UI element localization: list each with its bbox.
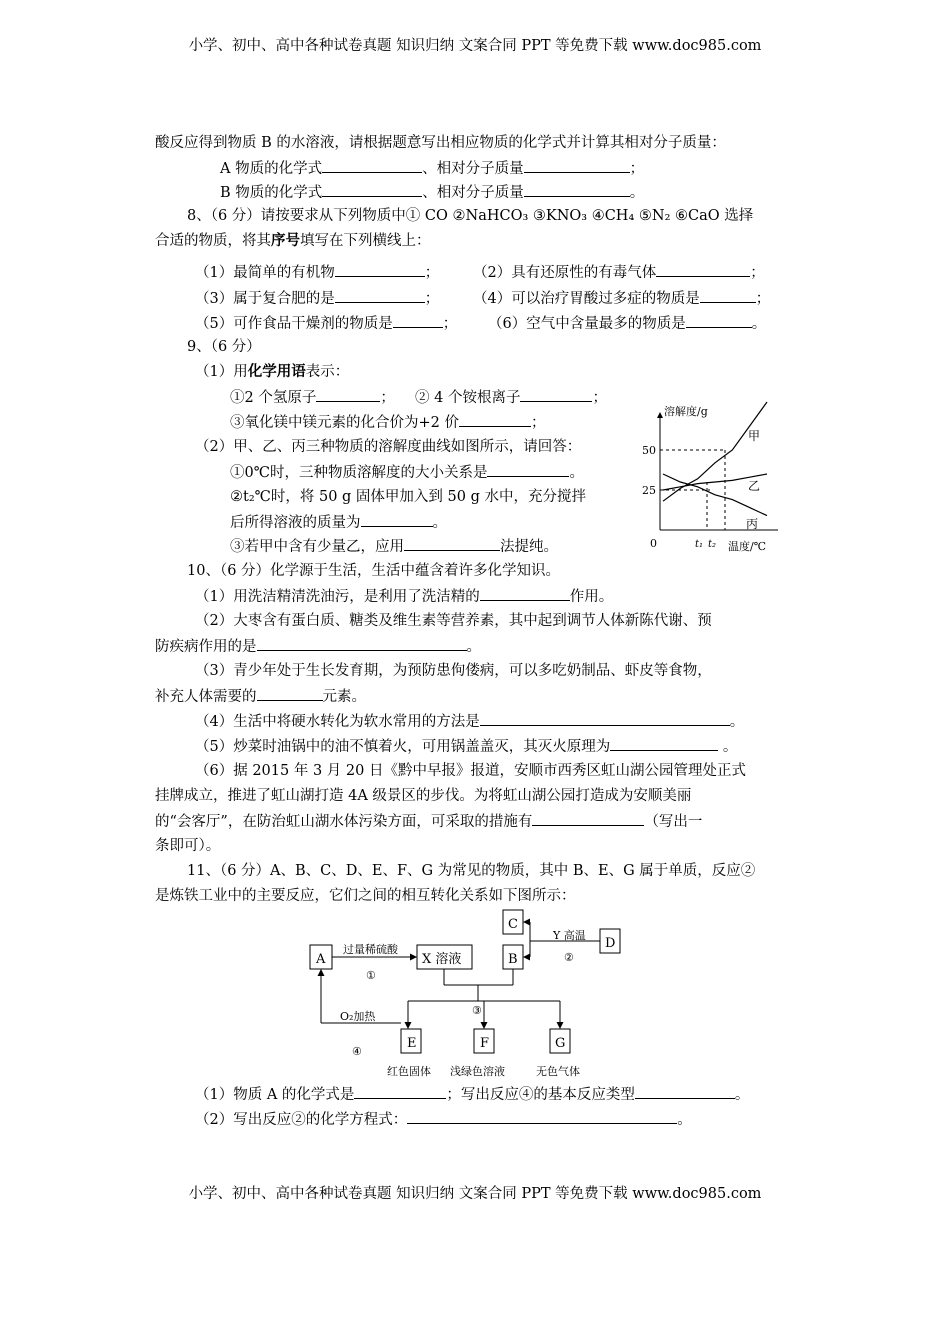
punct: ； <box>592 390 607 406</box>
f-desc: 浅绿色溶液 <box>450 1065 505 1078</box>
label-B: B <box>508 952 518 967</box>
q8-line1: 8、（6 分）请按要求从下列物质中① CO ②NaHCO₃ ③KNO₃ ④CH₄ ⑤N₂ ⑥CaO 选择 <box>187 208 754 224</box>
q10-i1a: （1）用洗洁精清洗油污，是利用了洗洁精的 <box>195 589 480 605</box>
punct: ； <box>380 390 395 406</box>
q10-i1b: 作用。 <box>569 589 614 605</box>
r4-label: O₂加热 <box>340 1010 376 1023</box>
r4-num: ④ <box>352 1045 362 1058</box>
q10-blank3[interactable] <box>257 686 323 701</box>
q10-i3a: （3）青少年处于生长发育期，为预防患佝偻病，可以多吃奶制品、虾皮等食物， <box>195 663 712 679</box>
q8-row2b <box>473 288 770 309</box>
q10-i6c: 的“会客厅”，在防治虹山湖水体污染方面，可采取的措施有 <box>155 814 533 830</box>
q7-b-mass-blank[interactable] <box>524 182 630 197</box>
q9-blank-purify[interactable] <box>404 536 500 551</box>
q8-blank1[interactable] <box>335 262 425 277</box>
q9-title: 9、（6 分） <box>187 339 261 355</box>
e-desc: 红色固体 <box>387 1065 431 1078</box>
q11-line1: 11、（6 分）A、B、C、D、E、F、G 为常见的物质，其中 B、E、G 属于单质，反应② <box>187 863 756 879</box>
q10-i5-label: （5）炒菜时油锅中的油不慎着火，可用锅盖盖灭，其灭火原理为 <box>195 739 611 755</box>
q8-item5: （5）可作食品干燥剂的物质是 <box>195 316 393 332</box>
x-tick-label: t₂ <box>708 539 717 550</box>
page-header: 小学、初中、高中各种试卷真题 知识归纳 文案合同 PPT 等免费下载 www.doc985.com <box>188 38 762 54</box>
q8-item1: （1）最简单的有机物 <box>195 265 335 281</box>
punct: 。 <box>729 714 745 730</box>
punct: 。 <box>569 465 584 481</box>
q9-p1-a: （1）用 <box>195 364 248 380</box>
q7-line1: 酸反应得到物质 B 的水溶液，请根据题意写出相应物质的化学式并计算其相对分子质量： <box>155 135 726 151</box>
q8-row1 <box>195 262 439 283</box>
punct: ； <box>424 265 440 281</box>
q10-blank5[interactable] <box>610 736 718 751</box>
q8-row3 <box>195 313 457 334</box>
q7-a-formula-label: A 物质的化学式 <box>220 161 323 177</box>
solubility-chart <box>620 395 790 555</box>
punct: ； <box>629 161 645 177</box>
label-A: A <box>316 952 326 967</box>
q9-blank-h[interactable] <box>316 387 380 402</box>
label-D: D <box>605 936 616 951</box>
punct: 。 <box>722 739 738 755</box>
q8-blank6[interactable] <box>686 313 752 328</box>
q8-row2 <box>195 288 439 309</box>
q10-title: 10、（6 分）化学源于生活，生活中蕴含着许多化学知识。 <box>187 563 561 579</box>
r3-num: ③ <box>472 1004 482 1017</box>
r2-num: ② <box>564 951 574 964</box>
label-F: F <box>480 1036 490 1051</box>
q7-a-mass-blank[interactable] <box>524 158 630 173</box>
q7-b-formula-blank[interactable] <box>322 182 422 197</box>
q7-b-formula-label: B 物质的化学式 <box>220 185 323 201</box>
q10-i5 <box>195 736 737 757</box>
q10-i6e: 条即可）。 <box>155 838 221 854</box>
q7-a-line <box>220 158 644 179</box>
q8-blank4[interactable] <box>700 288 756 303</box>
series-label: 乙 <box>748 479 761 493</box>
q10-i3c: 元素。 <box>322 689 366 705</box>
punct: ； <box>755 291 771 307</box>
q9-p1 <box>195 362 349 382</box>
q8-line2-bold: 序号 <box>271 232 300 249</box>
q9-p2: （2）甲、乙、丙三种物质的溶解度曲线如图所示，请回答： <box>195 439 582 455</box>
g-desc: 无色气体 <box>536 1065 580 1078</box>
label-E: E <box>407 1036 417 1051</box>
q9-p1-i3: ③氧化镁中镁元素的化合价为+2 价 <box>230 415 459 431</box>
q9-p2-i2: ②t₂℃时，将 50 g 固体甲加入到 50 g 水中，充分搅拌 <box>230 489 586 505</box>
q10-i3 <box>155 686 366 707</box>
q10-blank1[interactable] <box>480 586 570 601</box>
q9-p1-bold: 化学用语 <box>247 363 306 380</box>
q9-p2-i3a: ③若甲中含有少量乙，应用 <box>230 539 404 555</box>
q9-p1-i2: ② 4 个铵根离子 <box>415 390 521 406</box>
q9-blank-mg[interactable] <box>459 412 531 427</box>
r2-label: Y 高温 <box>553 929 586 942</box>
q10-i6 <box>155 811 702 832</box>
q8-item3: （3）属于复合肥的是 <box>195 291 335 307</box>
r1-label: 过量稀硫酸 <box>343 943 398 956</box>
q11-blank-a[interactable] <box>354 1084 446 1099</box>
q9-p1-row1 <box>230 387 395 408</box>
q8-line2-b: 填写在下列横线上： <box>300 233 431 249</box>
q11-s1a: （1）物质 A 的化学式是 <box>195 1087 355 1103</box>
q9-blank-mass[interactable] <box>361 512 433 527</box>
q10-blank4[interactable] <box>480 711 730 726</box>
q7-b-mass-label: 、相对分子质量 <box>422 185 524 201</box>
punct: ； <box>750 265 765 281</box>
q8-line2-a: 合适的物质，将其 <box>155 233 271 249</box>
q8-row3b <box>488 313 766 334</box>
q7-b-line <box>220 182 644 203</box>
q9-p2-i3b: 法提纯。 <box>500 539 558 555</box>
q7-a-mass-label: 、相对分子质量 <box>422 161 524 177</box>
q8-item6: （6）空气中含量最多的物质是 <box>488 316 686 332</box>
q10-blank6[interactable] <box>532 811 644 826</box>
q10-blank2[interactable] <box>257 636 467 651</box>
q11-s1b: ；写出反应④的基本反应类型 <box>446 1087 635 1103</box>
y-tick-label: 25 <box>642 484 656 497</box>
q9-p2-i1: ①0℃时，三种物质溶解度的大小关系是 <box>230 465 488 481</box>
q10-i1 <box>195 586 613 607</box>
q9-p1-i1: ①2 个氢原子 <box>230 390 317 406</box>
q9-p2-row3 <box>230 512 447 533</box>
q7-a-formula-blank[interactable] <box>322 158 422 173</box>
q10-i2 <box>155 636 481 657</box>
q10-i6a: （6）据 2015 年 3 月 20 日《黔中早报》报道，安顺市西秀区虹山湖公园管理处正式 <box>195 763 746 779</box>
series-label: 丙 <box>746 517 759 531</box>
q8-row1b <box>473 262 765 283</box>
q9-p1-row1b <box>415 387 607 408</box>
q11-line2: 是炼铁工业中的主要反应，它们之间的相互转化关系如下图所示： <box>155 888 576 904</box>
q10-i4 <box>195 711 744 732</box>
punct: 。 <box>629 185 645 201</box>
q8-item2: （2）具有还原性的有毒气体 <box>473 265 657 281</box>
q10-i3b: 补充人体需要的 <box>155 689 257 705</box>
q11-s2-label: （2）写出反应②的化学方程式： <box>195 1112 408 1128</box>
label-C: C <box>508 917 518 932</box>
punct: ； <box>424 291 440 307</box>
q11-blank-eq[interactable] <box>407 1109 677 1124</box>
q11-s1 <box>195 1084 749 1105</box>
q9-p2-i2b: 后所得溶液的质量为 <box>230 515 361 531</box>
q8-blank3[interactable] <box>335 288 425 303</box>
page-footer: 小学、初中、高中各种试卷真题 知识归纳 文案合同 PPT 等免费下载 www.doc985.com <box>188 1186 762 1202</box>
origin-label: 0 <box>650 537 657 550</box>
y-tick-label: 50 <box>642 444 656 457</box>
q10-i2b: 防疾病作用的是 <box>155 639 257 655</box>
q8-blank5[interactable] <box>393 313 443 328</box>
q11-s2 <box>195 1109 692 1130</box>
r1-num: ① <box>366 969 376 982</box>
punct: ； <box>530 415 546 431</box>
q8-line2 <box>155 231 431 251</box>
punct: 。 <box>677 1112 692 1128</box>
series-label: 甲 <box>748 429 761 443</box>
punct: 。 <box>466 639 481 655</box>
q11-blank-type[interactable] <box>635 1084 735 1099</box>
q10-i6d: （写出一 <box>644 814 703 830</box>
q10-i2a: （2）大枣含有蛋白质、糖类及维生素等营养素，其中起到调节人体新陈代谢、预 <box>195 613 712 629</box>
punct: 。 <box>751 316 767 332</box>
punct: 。 <box>432 515 447 531</box>
punct: ； <box>442 316 458 332</box>
q9-p1-b: 表示： <box>305 364 350 380</box>
punct: 。 <box>734 1087 750 1103</box>
q8-blank2[interactable] <box>656 262 750 277</box>
q10-i6b: 挂牌成立，推进了虹山湖打造 4A 级景区的步伐。为将虹山湖公园打造成为安顺美丽 <box>155 788 692 804</box>
x-tick-label: t₁ <box>695 539 704 550</box>
reaction-diagram <box>300 905 630 1080</box>
q9-p1-row2 <box>230 412 545 433</box>
q9-p2-row4 <box>230 536 558 557</box>
q8-item4: （4）可以治疗胃酸过多症的物质是 <box>473 291 700 307</box>
label-X: X 溶液 <box>422 952 462 967</box>
x-axis-label: 温度/℃ <box>728 540 767 553</box>
q9-p2-row1 <box>230 462 584 483</box>
y-axis-label: 溶解度/g <box>664 405 708 418</box>
q9-blank-rel[interactable] <box>487 462 569 477</box>
label-G: G <box>555 1036 566 1051</box>
q10-i4-label: （4）生活中将硬水转化为软水常用的方法是 <box>195 714 480 730</box>
q9-blank-nh4[interactable] <box>520 387 592 402</box>
